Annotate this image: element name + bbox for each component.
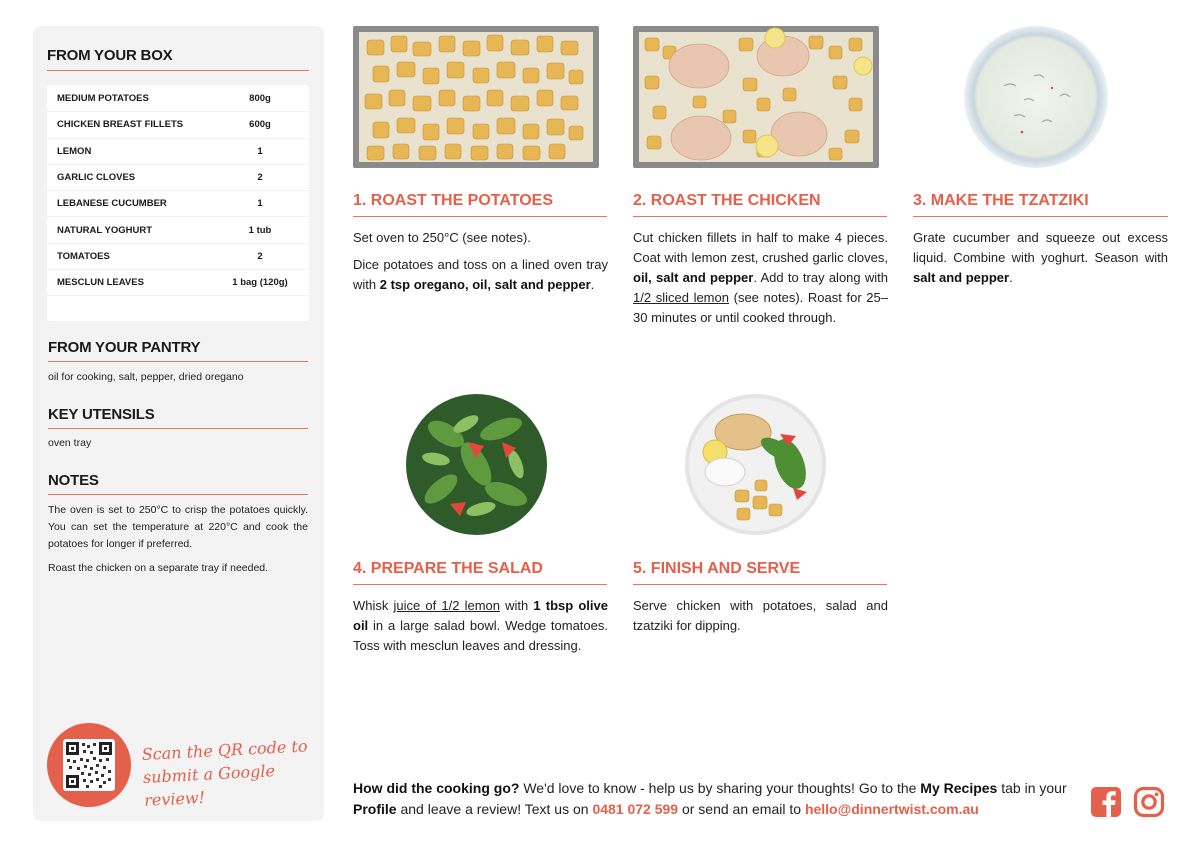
text-run: Whisk <box>353 598 394 613</box>
ingredient-name: MESCLUN LEAVES <box>57 277 144 289</box>
step-5-text <box>633 596 888 643</box>
qr-badge <box>47 723 131 807</box>
underlined-text: juice of 1/2 lemon <box>393 598 501 613</box>
ingredient-qty: 1 tub <box>248 224 272 236</box>
text-run: (see notes). Roast for 25–30 minutes or until cooked through. <box>633 290 888 325</box>
potatoes-tray-image <box>353 26 599 168</box>
ingredient-name: NATURAL YOGHURT <box>57 224 152 236</box>
step-5-paragraph: Serve chicken with potatoes, salad and tzatziki for dipping. <box>633 598 888 633</box>
email-link[interactable]: hello@dinnertwist.com.au <box>804 801 979 817</box>
pantry-text: oil for cooking, salt, pepper, dried oregano <box>48 371 244 383</box>
table-row <box>47 112 309 138</box>
step-5-title: 5. FINISH AND SERVE <box>633 560 801 577</box>
notes-text: Roast the chicken on a separate tray if needed. <box>48 562 269 574</box>
ingredient-qty: 1 <box>257 145 263 157</box>
text-run: . Add to tray along with <box>753 270 888 285</box>
text-run: Dice potatoes and toss on a lined oven tray with <box>353 257 608 292</box>
step-3-title: 3. MAKE THE TZATZIKI <box>913 192 1089 209</box>
utensils-title: KEY UTENSILS <box>48 406 155 423</box>
divider <box>353 584 607 585</box>
ingredient-qty: 2 <box>257 172 263 184</box>
text-run: and leave a review! Text us on <box>396 801 593 817</box>
underlined-text: 1/2 sliced lemon <box>633 290 729 305</box>
table-row <box>47 270 309 296</box>
ingredient-qty: 600g <box>249 119 271 131</box>
text-run: with <box>500 598 534 613</box>
qr-code-icon[interactable] <box>63 739 115 791</box>
step-2-text <box>633 228 888 335</box>
sidebar <box>33 26 324 821</box>
text-run: or send an email to <box>678 801 805 817</box>
phone-link[interactable]: 0481 072 599 <box>592 801 679 817</box>
tzatziki-bowl-image <box>964 26 1108 168</box>
step-4-paragraph <box>353 596 608 656</box>
divider <box>48 428 308 429</box>
pantry-title: FROM YOUR PANTRY <box>48 339 201 356</box>
my-recipes-link[interactable]: My Recipes <box>920 780 998 796</box>
ingredient-qty: 1 <box>257 198 263 210</box>
plated-meal-image <box>685 394 826 535</box>
notes-text: The oven is set to 250°C to crisp the potatoes quickly. You can set the temperature at 220°C and cook the potatoes for longer if preferred. <box>48 504 308 550</box>
ingredient-qty: 2 <box>257 250 263 262</box>
bold-text: 1 tbsp olive oil <box>353 598 608 633</box>
step-1-title: 1. ROAST THE POTATOES <box>353 192 554 209</box>
divider <box>47 70 309 71</box>
table-row <box>47 244 309 270</box>
chicken-tray-image <box>633 26 879 168</box>
table-row <box>47 217 309 243</box>
ingredient-name: LEMON <box>57 145 92 157</box>
table-row <box>47 191 309 217</box>
text-run: . <box>590 277 595 292</box>
bold-text: oil, salt and pepper <box>633 270 754 285</box>
qr-caption <box>141 734 325 812</box>
ingredient-name: CHICKEN BREAST FILLETS <box>57 119 184 131</box>
profile-link[interactable]: Profile <box>353 801 397 817</box>
table-row <box>47 139 309 165</box>
ingredient-name: TOMATOES <box>57 250 110 262</box>
text-run: Grate cucumber and squeeze out excess liquid. Combine with yoghurt. Season with <box>913 230 1168 265</box>
ingredient-name: LEBANESE CUCUMBER <box>57 198 167 210</box>
bold-text: salt and pepper <box>913 270 1010 285</box>
ingredient-qty: 1 bag (120g) <box>232 277 288 289</box>
salad-bowl-image <box>406 394 547 535</box>
step-2-paragraph <box>633 228 888 328</box>
step-3-paragraph <box>913 228 1168 288</box>
text-run: . <box>1009 270 1013 285</box>
facebook-icon[interactable] <box>1090 786 1122 818</box>
step-4-text <box>353 596 608 663</box>
step-2-title: 2. ROAST THE CHICKEN <box>633 192 821 209</box>
step-1-paragraph: Set oven to 250°C (see notes). <box>353 230 531 245</box>
qr-caption-line: submit a Google review! <box>142 761 276 810</box>
divider <box>633 584 887 585</box>
text-run: in a large salad bowl. Wedge tomatoes. Toss with mesclun leaves and dressing. <box>353 618 608 653</box>
divider <box>913 216 1168 217</box>
step-3-text <box>913 228 1168 295</box>
notes-title: NOTES <box>48 472 99 489</box>
ingredient-name: MEDIUM POTATOES <box>57 93 149 105</box>
ingredients-table <box>47 85 309 321</box>
step-1-text <box>353 228 608 302</box>
bold-text: 2 tsp oregano, oil, salt and pepper <box>379 277 591 292</box>
step-1-paragraph <box>353 255 608 295</box>
divider <box>633 216 887 217</box>
utensils-text: oven tray <box>48 437 92 449</box>
divider <box>48 361 308 362</box>
step-4-title: 4. PREPARE THE SALAD <box>353 560 543 577</box>
text-run: Cut chicken fillets in half to make 4 pieces. Coat with lemon zest, crushed garlic cloves, <box>633 230 888 265</box>
qr-caption-line: Scan the QR code to <box>141 736 308 765</box>
text-run: tab in your <box>997 780 1067 796</box>
ingredient-name: GARLIC CLOVES <box>57 172 136 184</box>
box-title: FROM YOUR BOX <box>47 47 173 64</box>
table-row <box>47 86 309 112</box>
table-row <box>47 165 309 191</box>
instagram-icon[interactable] <box>1133 786 1165 818</box>
text-run: We'd love to know - help us by sharing your thoughts! Go to the <box>519 780 921 796</box>
ingredient-qty: 800g <box>249 93 271 105</box>
feedback-footer <box>353 778 1078 820</box>
divider <box>353 216 607 217</box>
divider <box>48 494 308 495</box>
footer-question: How did the cooking go? <box>353 780 520 796</box>
